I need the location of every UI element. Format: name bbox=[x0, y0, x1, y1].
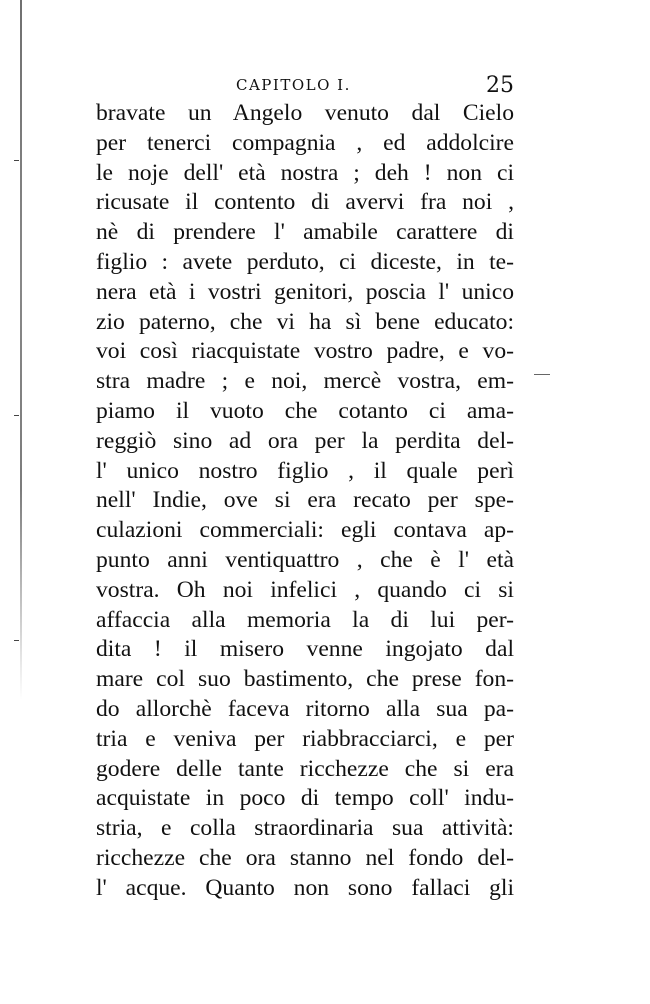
text-line: nè di prendere l' amabile carattere di bbox=[96, 219, 514, 246]
text-line: bravate un Angelo venuto dal Cielo bbox=[96, 100, 514, 126]
text-line: stra madre ; e noi, mercè vostra, em- bbox=[96, 368, 514, 395]
text-line: dita ! il misero venne ingojato dal bbox=[96, 636, 514, 663]
running-head: CAPITOLO I. bbox=[236, 76, 351, 94]
text-line: acquistate in poco di tempo coll' indu- bbox=[96, 785, 514, 812]
binding-gutter-tick bbox=[14, 160, 19, 161]
binding-gutter-tick bbox=[14, 640, 19, 641]
text-line: mare col suo bastimento, che prese fon- bbox=[96, 666, 514, 693]
binding-gutter-tick bbox=[14, 415, 19, 416]
text-line: voi così riacquistate vostro padre, e vo- bbox=[96, 338, 514, 365]
text-line: punto anni ventiquattro , che è l' età bbox=[96, 546, 514, 573]
page-number: 25 bbox=[486, 73, 514, 98]
text-line: affaccia alla memoria la di lui per- bbox=[96, 606, 514, 633]
text-line: l' unico nostro figlio , il quale perì bbox=[96, 457, 514, 484]
text-line: tria e veniva per riabbracciarci, e per bbox=[96, 725, 514, 752]
text-line: stria, e colla straordinaria sua attività: bbox=[96, 815, 514, 842]
text-line: culazioni commerciali: egli contava ap- bbox=[96, 517, 514, 544]
text-line: zio paterno, che vi ha sì bene educato: bbox=[96, 308, 514, 335]
margin-mark bbox=[534, 374, 550, 375]
text-line: nell' Indie, ove si era recato per spe- bbox=[96, 487, 514, 514]
text-line: l' acque. Quanto non sono fallaci gli bbox=[96, 874, 514, 901]
binding-gutter-line bbox=[20, 0, 22, 700]
text-line: le noje dell' età nostra ; deh ! non ci bbox=[96, 159, 514, 186]
text-line: ricusate il contento di avervi fra noi , bbox=[96, 189, 514, 216]
body-text bbox=[96, 99, 514, 904]
text-line: nera età i vostri genitori, poscia l' unico bbox=[96, 278, 514, 305]
text-line: do allorchè faceva ritorno alla sua pa- bbox=[96, 695, 514, 722]
text-line: godere delle tante ricchezze che si era bbox=[96, 755, 514, 782]
text-line: reggiò sino ad ora per la perdita del- bbox=[96, 427, 514, 454]
text-line: figlio : avete perduto, ci diceste, in te- bbox=[96, 248, 514, 275]
text-line: piamo il vuoto che cotanto ci ama- bbox=[96, 397, 514, 424]
text-line: per tenerci compagnia , ed addolcire bbox=[96, 129, 514, 156]
text-line: vostra. Oh noi infelici , quando ci si bbox=[96, 576, 514, 603]
text-line: ricchezze che ora stanno nel fondo del- bbox=[96, 844, 514, 871]
